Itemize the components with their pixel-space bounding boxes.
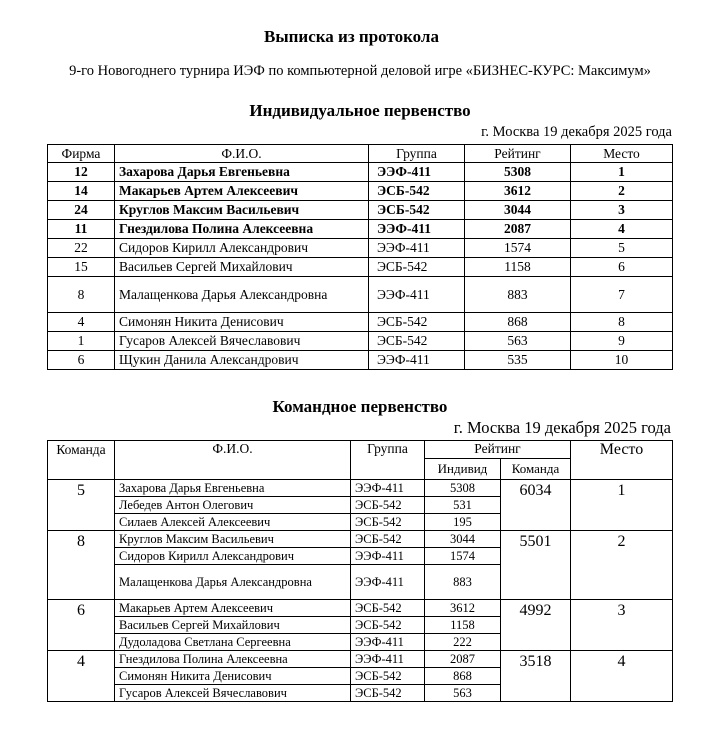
group-cell: ЭЭФ-411: [369, 220, 465, 239]
table-row: [48, 277, 673, 313]
member-name-cell: Симонян Никита Денисович: [115, 668, 351, 685]
place-cell: 9: [571, 332, 673, 351]
table-row: [48, 258, 673, 277]
individual-header-row: [48, 145, 673, 163]
col-place: Место: [571, 145, 673, 163]
table-row: [48, 313, 673, 332]
member-group-cell: ЭЭФ-411: [351, 480, 425, 497]
col-team-total: Команда: [501, 459, 571, 480]
team-place-cell: 1: [571, 480, 673, 531]
member-name-cell: Сидоров Кирилл Александрович: [115, 548, 351, 565]
name-cell: Малащенкова Дарья Александровна: [115, 277, 369, 313]
team-number-cell: 4: [48, 651, 115, 702]
member-group-cell: ЭСБ-542: [351, 514, 425, 531]
team-table: [47, 440, 673, 702]
name-cell: Щукин Данила Александрович: [115, 351, 369, 370]
name-cell: Захарова Дарья Евгеньевна: [115, 163, 369, 182]
rating-cell: 535: [465, 351, 571, 370]
firm-cell: 12: [48, 163, 115, 182]
col-name: Ф.И.О.: [115, 145, 369, 163]
group-cell: ЭСБ-542: [369, 313, 465, 332]
rating-cell: 1158: [465, 258, 571, 277]
table-row: [48, 220, 673, 239]
table-row: [48, 351, 673, 370]
team-number-cell: 5: [48, 480, 115, 531]
col-team-group: Группа: [351, 441, 425, 480]
col-team-rating: Рейтинг: [425, 441, 571, 459]
firm-cell: 11: [48, 220, 115, 239]
firm-cell: 4: [48, 313, 115, 332]
team-number-cell: 6: [48, 600, 115, 651]
group-cell: ЭСБ-542: [369, 332, 465, 351]
member-group-cell: ЭЭФ-411: [351, 548, 425, 565]
group-cell: ЭСБ-542: [369, 258, 465, 277]
place-cell: 4: [571, 220, 673, 239]
team-rating-cell: 6034: [501, 480, 571, 531]
member-group-cell: ЭСБ-542: [351, 668, 425, 685]
team-place-cell: 3: [571, 600, 673, 651]
member-name-cell: Гнездилова Полина Алексеевна: [115, 651, 351, 668]
team-number-cell: 8: [48, 531, 115, 600]
group-cell: ЭЭФ-411: [369, 239, 465, 258]
place-cell: 2: [571, 182, 673, 201]
member-name-cell: Малащенкова Дарья Александровна: [115, 565, 351, 600]
place-cell: 8: [571, 313, 673, 332]
team-place-cell: 2: [571, 531, 673, 600]
member-name-cell: Гусаров Алексей Вячеславович: [115, 685, 351, 702]
col-firm: Фирма: [48, 145, 115, 163]
member-rating-cell: 883: [425, 565, 501, 600]
rating-cell: 2087: [465, 220, 571, 239]
name-cell: Сидоров Кирилл Александрович: [115, 239, 369, 258]
group-cell: ЭСБ-542: [369, 201, 465, 220]
rating-cell: 5308: [465, 163, 571, 182]
name-cell: Круглов Максим Васильевич: [115, 201, 369, 220]
name-cell: Макарьев Артем Алексеевич: [115, 182, 369, 201]
member-name-cell: Макарьев Артем Алексеевич: [115, 600, 351, 617]
table-row: [48, 651, 673, 668]
individual-heading: Индивидуальное первенство: [249, 101, 471, 120]
member-rating-cell: 3044: [425, 531, 501, 548]
member-group-cell: ЭСБ-542: [351, 600, 425, 617]
table-row: [48, 239, 673, 258]
group-cell: ЭЭФ-411: [369, 351, 465, 370]
place-cell: 3: [571, 201, 673, 220]
col-team-place: Место: [571, 441, 673, 480]
col-rating: Рейтинг: [465, 145, 571, 163]
member-rating-cell: 1574: [425, 548, 501, 565]
member-name-cell: Васильев Сергей Михайлович: [115, 617, 351, 634]
member-rating-cell: 1158: [425, 617, 501, 634]
table-row: [48, 182, 673, 201]
member-rating-cell: 222: [425, 634, 501, 651]
member-rating-cell: 3612: [425, 600, 501, 617]
team-header-row: [48, 441, 673, 459]
name-cell: Васильев Сергей Михайлович: [115, 258, 369, 277]
member-group-cell: ЭСБ-542: [351, 617, 425, 634]
table-row: [48, 163, 673, 182]
member-rating-cell: 563: [425, 685, 501, 702]
place-cell: 1: [571, 163, 673, 182]
rating-cell: 883: [465, 277, 571, 313]
member-rating-cell: 2087: [425, 651, 501, 668]
individual-date: г. Москва 19 декабря 2025 года: [481, 124, 672, 140]
firm-cell: 1: [48, 332, 115, 351]
name-cell: Гусаров Алексей Вячеславович: [115, 332, 369, 351]
member-rating-cell: 531: [425, 497, 501, 514]
place-cell: 10: [571, 351, 673, 370]
group-cell: ЭСБ-542: [369, 182, 465, 201]
rating-cell: 3612: [465, 182, 571, 201]
team-heading: Командное первенство: [272, 397, 448, 416]
team-date: г. Москва 19 декабря 2025 года: [453, 418, 671, 437]
place-cell: 7: [571, 277, 673, 313]
firm-cell: 6: [48, 351, 115, 370]
member-group-cell: ЭСБ-542: [351, 685, 425, 702]
table-row: [48, 531, 673, 548]
col-group: Группа: [369, 145, 465, 163]
member-rating-cell: 195: [425, 514, 501, 531]
rating-cell: 868: [465, 313, 571, 332]
member-group-cell: ЭСБ-542: [351, 531, 425, 548]
table-row: [48, 332, 673, 351]
member-rating-cell: 868: [425, 668, 501, 685]
rating-cell: 1574: [465, 239, 571, 258]
individual-table: [47, 144, 673, 370]
member-name-cell: Лебедев Антон Олегович: [115, 497, 351, 514]
member-name-cell: Захарова Дарья Евгеньевна: [115, 480, 351, 497]
member-name-cell: Силаев Алексей Алексеевич: [115, 514, 351, 531]
firm-cell: 24: [48, 201, 115, 220]
member-group-cell: ЭЭФ-411: [351, 651, 425, 668]
firm-cell: 14: [48, 182, 115, 201]
group-cell: ЭЭФ-411: [369, 163, 465, 182]
rating-cell: 563: [465, 332, 571, 351]
table-row: [48, 600, 673, 617]
firm-cell: 22: [48, 239, 115, 258]
col-team-name: Ф.И.О.: [115, 441, 351, 480]
table-row: [48, 201, 673, 220]
document-subtitle: 9-го Новогоднего турнира ИЭФ по компьютерной деловой игре «БИЗНЕС-КУРС: Максимум»: [69, 63, 651, 79]
member-group-cell: ЭЭФ-411: [351, 634, 425, 651]
member-rating-cell: 5308: [425, 480, 501, 497]
group-cell: ЭЭФ-411: [369, 277, 465, 313]
place-cell: 6: [571, 258, 673, 277]
name-cell: Симонян Никита Денисович: [115, 313, 369, 332]
document-title: Выписка из протокола: [264, 27, 439, 46]
col-individual-rating: Индивид: [425, 459, 501, 480]
member-group-cell: ЭЭФ-411: [351, 565, 425, 600]
place-cell: 5: [571, 239, 673, 258]
firm-cell: 8: [48, 277, 115, 313]
member-group-cell: ЭСБ-542: [351, 497, 425, 514]
team-rating-cell: 4992: [501, 600, 571, 651]
member-name-cell: Дудоладова Светлана Сергеевна: [115, 634, 351, 651]
table-row: [48, 480, 673, 497]
rating-cell: 3044: [465, 201, 571, 220]
team-place-cell: 4: [571, 651, 673, 702]
team-rating-cell: 5501: [501, 531, 571, 600]
member-name-cell: Круглов Максим Васильевич: [115, 531, 351, 548]
col-team: Команда: [48, 441, 115, 480]
firm-cell: 15: [48, 258, 115, 277]
name-cell: Гнездилова Полина Алексеевна: [115, 220, 369, 239]
team-rating-cell: 3518: [501, 651, 571, 702]
